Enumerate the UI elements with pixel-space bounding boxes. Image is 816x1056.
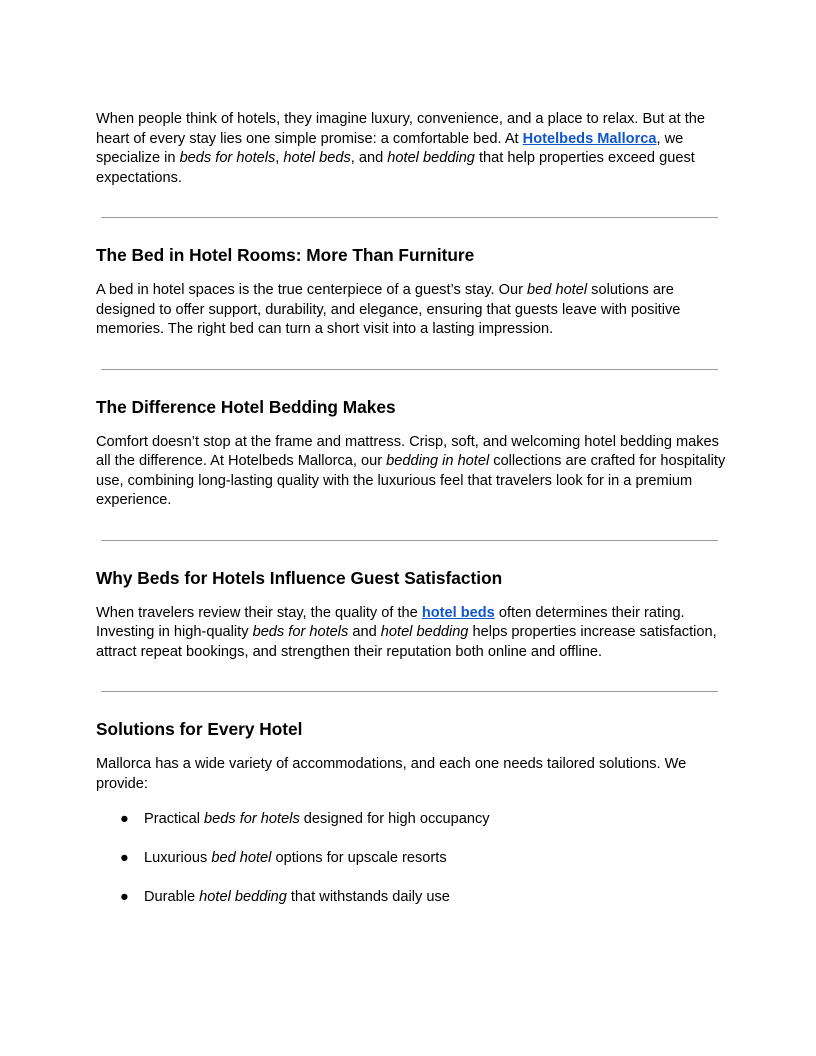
list-item-emphasis: bed hotel	[211, 850, 272, 866]
list-item-text: that withstands daily use	[286, 889, 450, 905]
section-paragraph	[96, 604, 726, 663]
list-item-text: designed for high occupancy	[299, 811, 490, 827]
list-item	[96, 888, 726, 908]
list-item	[96, 810, 726, 830]
hotel-beds-link[interactable]: hotel beds	[421, 604, 495, 621]
intro-text: , and	[350, 150, 388, 166]
list-item	[96, 849, 726, 869]
section-text: collections are crafted for hospitality use, combining long-lasting quality with the luxurious feel that travelers look for in a premium experience.	[96, 453, 726, 508]
section-text: Comfort doesn’t stop at the frame and mattress. Crisp, soft, and welcoming hotel bedding makes all the difference. At Hotelbeds Mallorca, our	[96, 433, 719, 469]
intro-text: that help properties exceed guest expectations.	[96, 150, 695, 186]
section-heading: Why Beds for Hotels Influence Guest Satisfaction	[96, 567, 503, 588]
solutions-list	[96, 810, 726, 908]
section-divider	[101, 369, 718, 370]
list-item-text: Durable	[144, 889, 200, 905]
section-divider	[101, 691, 718, 692]
section-emphasis: hotel bedding	[380, 624, 469, 640]
section-text: helps properties increase satisfaction, attract repeat bookings, and strengthen their reputation both online and offline.	[96, 624, 717, 660]
list-item-emphasis: beds for hotels	[204, 811, 300, 827]
bullet-icon: ●	[120, 889, 129, 905]
hotelbeds-mallorca-link[interactable]: Hotelbeds Mallorca	[522, 130, 657, 147]
section-emphasis: bedding in hotel	[386, 453, 490, 469]
intro-text: When people think of hotels, they imagine luxury, convenience, and a place to relax. But at the heart of every stay lies one simple promise: a comfortable bed. At	[96, 111, 705, 147]
section-text: A bed in hotel spaces is the true centerpiece of a guest’s stay. Our	[96, 282, 528, 298]
document-body	[96, 110, 726, 908]
section-divider	[101, 217, 718, 218]
list-item-text: options for upscale resorts	[271, 850, 447, 866]
section-heading: Solutions for Every Hotel	[96, 719, 303, 739]
intro-text: ,	[275, 150, 284, 166]
section-paragraph	[96, 281, 726, 340]
section-text: and	[348, 624, 381, 640]
section-text: When travelers review their stay, the quality of the	[96, 604, 422, 621]
list-item-emphasis: hotel bedding	[199, 889, 287, 905]
intro-emphasis: hotel bedding	[387, 150, 475, 166]
section-divider	[101, 540, 718, 541]
bullet-icon: ●	[120, 811, 129, 827]
list-item-text: Luxurious	[144, 850, 212, 866]
intro-emphasis: beds for hotels	[179, 150, 276, 166]
section-emphasis: beds for hotels	[252, 624, 349, 640]
bullet-icon: ●	[120, 850, 129, 866]
section-paragraph: Mallorca has a wide variety of accommodations, and each one needs tailored solutions. We provide:	[96, 756, 687, 792]
section-text: solutions are designed to offer support, durability, and elegance, ensuring that guests leave with positive memories. The right bed can turn a short visit into a lasting impression.	[96, 282, 681, 337]
section-paragraph	[96, 433, 726, 511]
section-emphasis: bed hotel	[527, 282, 588, 298]
section-text: often determines their rating. Investing in high-quality	[96, 604, 685, 640]
intro-paragraph	[96, 110, 726, 188]
intro-text: , we specialize in	[96, 130, 684, 166]
section-heading: The Bed in Hotel Rooms: More Than Furniture	[96, 245, 475, 265]
section-heading: The Difference Hotel Bedding Makes	[96, 396, 396, 417]
list-item-text: Practical	[144, 811, 205, 827]
intro-emphasis: hotel beds	[283, 150, 351, 166]
